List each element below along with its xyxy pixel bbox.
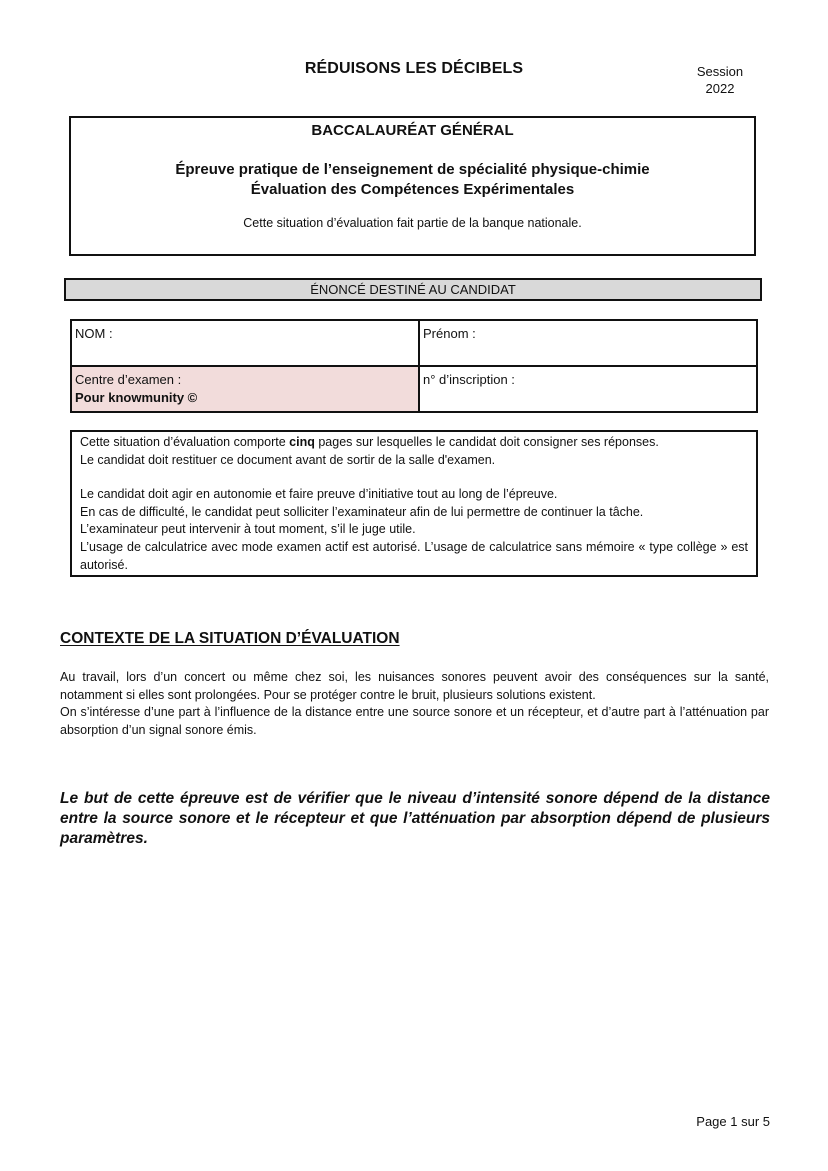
form-row — [71, 320, 757, 366]
exam-subtitle-line1: Épreuve pratique de l’enseignement de spécialité physique-chimie — [175, 161, 650, 178]
session-info — [680, 63, 760, 97]
spacer — [80, 469, 748, 486]
document-title: RÉDUISONS LES DÉCIBELS — [304, 60, 524, 77]
page-count: cinq — [289, 435, 315, 449]
centre-value: Pour knowmunity © — [75, 390, 198, 405]
candidate-form — [70, 319, 758, 413]
rule-pages: Cette situation d’évaluation comporte cinq pages sur lesquelles le candidat doit consigner ses réponses. — [80, 435, 659, 449]
centre-label: Centre d’examen : — [75, 372, 182, 387]
centre-field — [71, 366, 419, 412]
session-year: 2022 — [705, 81, 735, 96]
form-row — [71, 366, 757, 412]
inscription-field[interactable] — [419, 366, 757, 412]
context-heading: CONTEXTE DE LA SITUATION D’ÉVALUATION — [60, 630, 400, 647]
rule-calculator: L’usage de calculatrice avec mode examen actif est autorisé. L’usage de calculatrice sans mémoire « type collège » est autorisé. — [80, 539, 748, 572]
instructions-box — [70, 430, 758, 577]
nom-label: NOM : — [75, 326, 113, 341]
session-label: Session — [696, 64, 744, 79]
prenom-label: Prénom : — [423, 326, 476, 341]
exam-subtitle — [71, 160, 754, 200]
rule-return-document: Le candidat doit restituer ce document avant de sortir de la salle d'examen. — [80, 452, 496, 467]
exam-title: BACCALAURÉAT GÉNÉRAL — [311, 122, 514, 139]
rule-autonomy: Le candidat doit agir en autonomie et faire preuve d’initiative tout au long de l’épreuve. — [80, 487, 558, 502]
goal-statement: Le but de cette épreuve est de vérifier que le niveau d’intensité sonore dépend de la distance entre la source sonore et le récepteur et que l’atténuation par absorption dépend de plusieurs paramètres. — [60, 790, 770, 847]
prenom-field[interactable] — [419, 320, 757, 366]
context-paragraph: On s’intéresse d’une part à l’influence de la distance entre une source sonore et un récepteur, et d’autre part à l’atténuation par absorption d’un signal sonore émis. — [60, 705, 769, 737]
nom-field[interactable] — [71, 320, 419, 366]
context-text — [60, 669, 769, 739]
candidate-banner: ÉNONCÉ DESTINÉ AU CANDIDAT — [64, 278, 762, 301]
exam-note: Cette situation d’évaluation fait partie de la banque nationale. — [243, 216, 582, 230]
inscription-label: n° d’inscription : — [423, 372, 515, 387]
context-paragraph: Au travail, lors d’un concert ou même chez soi, les nuisances sonores peuvent avoir des conséquences sur la santé, notamment si elles sont prolongées. Pour se protéger contre le bruit, plusieurs solutions existent. — [60, 670, 769, 702]
page-number: Page 1 sur 5 — [696, 1114, 770, 1129]
exam-header-box — [69, 116, 756, 256]
exam-subtitle-line2: Évaluation des Compétences Expérimentales — [250, 181, 575, 198]
rule-examiner: L’examinateur peut intervenir à tout moment, s’il le juge utile. — [80, 522, 416, 537]
rule-difficulty: En cas de difficulté, le candidat peut solliciter l’examinateur afin de lui permettre de continuer la tâche. — [80, 504, 644, 519]
